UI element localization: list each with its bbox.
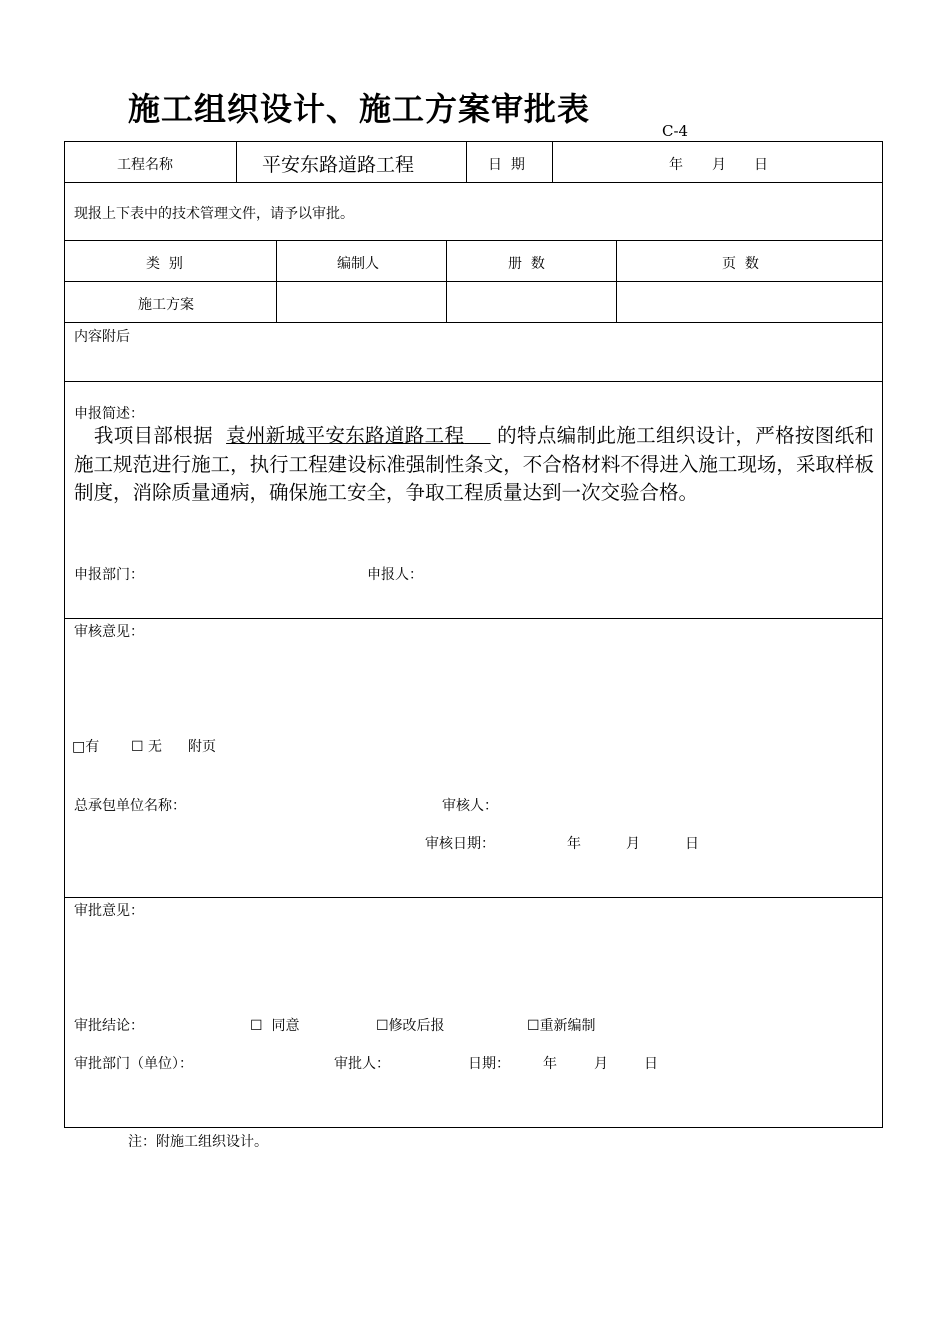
approval-date-label: 日期： — [468, 1056, 510, 1072]
revise-resubmit-option[interactable]: ☐修改后报 — [376, 1018, 445, 1034]
approval-date-day: 日 — [644, 1056, 658, 1072]
approver-label: 审批人： — [334, 1056, 390, 1072]
content-attached-label: 内容附后 — [74, 329, 130, 345]
report-text-suffix: 的特点编制此施工组织设计，严格按图纸和施工规范进行施工，执行工程建设标准强制性条文，不合格材料不得进入施工现场，采取样板制度，消除质量通病，确保施工安全，争取工程质量达到一次交验合格。 — [74, 424, 874, 504]
review-date-month: 月 — [626, 836, 640, 852]
approve-option[interactable]: ☐ 同意 — [250, 1018, 300, 1034]
review-label: 审核意见： — [74, 624, 144, 640]
project-name-label: 工程名称 — [117, 157, 173, 173]
report-dept-label: 申报部门： — [74, 567, 144, 583]
report-label: 申报简述： — [74, 406, 144, 422]
header-author: 编制人 — [337, 256, 379, 272]
form-code: C-4 — [662, 122, 689, 140]
report-text — [74, 422, 874, 508]
review-date-day: 日 — [685, 836, 699, 852]
reviewer-label: 审核人： — [442, 798, 498, 814]
report-person-label: 申报人： — [367, 567, 423, 583]
approval-date-year: 年 — [543, 1056, 557, 1072]
review-has-option[interactable]: □有 — [72, 739, 100, 755]
approval-date-month: 月 — [594, 1056, 608, 1072]
report-text-prefix: 我项目部根据 — [93, 424, 213, 447]
recompile-option[interactable]: ☐重新编制 — [527, 1018, 596, 1034]
date-year: 年 — [669, 157, 683, 173]
date-month: 月 — [712, 157, 726, 173]
report-project-name: 袁州新城平安东路道路工程 — [226, 424, 465, 447]
approval-dept-label: 审批部门（单位）： — [74, 1056, 193, 1072]
header-pages: 页 数 — [722, 256, 759, 272]
review-date-label: 审核日期： — [425, 836, 495, 852]
review-none-option[interactable]: ☐ 无 — [131, 739, 163, 755]
submit-statement: 现报上下表中的技术管理文件，请予以审批。 — [74, 206, 354, 222]
header-volumes: 册 数 — [508, 256, 545, 272]
page-title: 施工组织设计、施工方案审批表 — [128, 90, 591, 128]
review-attach-label: 附页 — [188, 739, 216, 755]
footnote: 注：附施工组织设计。 — [128, 1134, 268, 1150]
header-category: 类 别 — [146, 256, 183, 272]
date-day: 日 — [754, 157, 768, 173]
file-category-cell: 施工方案 — [138, 297, 194, 313]
approval-conclusion-label: 审批结论： — [74, 1018, 144, 1034]
contractor-label: 总承包单位名称： — [74, 798, 186, 814]
review-date-year: 年 — [567, 836, 581, 852]
date-label: 日 期 — [488, 157, 525, 173]
approval-label: 审批意见： — [74, 903, 144, 919]
project-name-value[interactable]: 平安东路道路工程 — [262, 154, 415, 176]
